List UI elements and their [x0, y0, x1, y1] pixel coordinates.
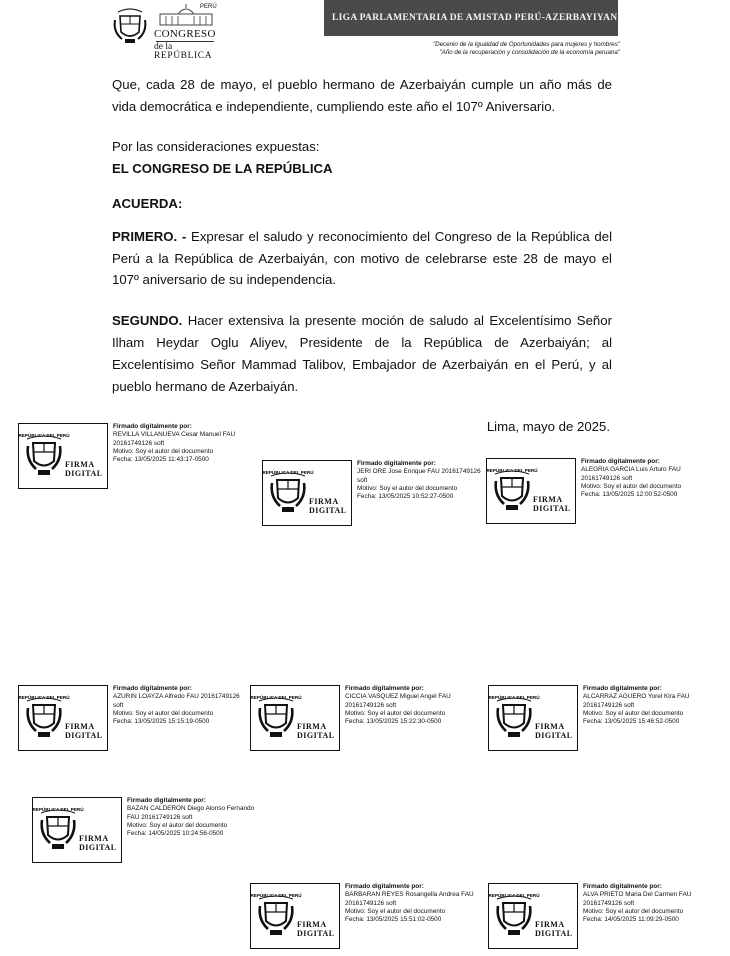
signer-name: BARBARAN REYES Rosangella Andrea FAU 20161749126 soft: [345, 891, 474, 907]
signature-motive: Motivo: Soy el autor del documento: [113, 447, 214, 455]
acuerda-heading: ACUERDA:: [112, 196, 183, 211]
coat-of-arms-icon: [488, 890, 540, 942]
segundo-text: Hacer extensiva la presente moción de saludo al Excelentísimo Señor Ilham Heydar Oglu Aliyev, Presidente de la República de Azerbaiyán; al Excelentísimo Señor Mammad Talibov, Embajador de Azerbaiyán en el Perú, y al pueblo hermano de Azerbaiyán.: [112, 313, 612, 394]
signer-name: CICCIA VASQUEZ Miguel Angel FAU 20161749126 soft: [345, 693, 451, 709]
signature-date: Fecha: 13/05/2025 15:15:19-0500: [113, 718, 210, 726]
primero-text: Expresar el saludo y reconocimiento del Congreso de la República del Perú a la República de Azerbaiyán, con motivo de celebrarse este 28 de mayo el 107º aniversario de su independencia.: [112, 229, 612, 287]
coat-of-arms-icon: [18, 430, 70, 482]
segundo-label: SEGUNDO.: [112, 313, 183, 328]
signature-info: [113, 423, 243, 464]
signature-motive: Motivo: Soy el autor del documento: [113, 709, 214, 717]
signature-date: Fecha: 13/05/2025 10:52:27-0500: [357, 493, 454, 501]
firma-word: FIRMA: [297, 722, 327, 731]
signature-date: Fecha: 13/05/2025 15:22:30-0500: [345, 718, 442, 726]
signature-title: Firmado digitalmente por:: [345, 883, 424, 890]
signature-info: [113, 685, 243, 726]
firma-digital-label: [79, 834, 117, 852]
signature-info: [127, 797, 257, 838]
firma-word: FIRMA: [79, 834, 109, 843]
intro-paragraph: Que, cada 28 de mayo, el pueblo hermano de Azerbaiyán cumple un año más de vida democrática e independiente, cumpliendo este año el 107º Aniversario.: [112, 77, 612, 114]
segundo-paragraph: [112, 310, 612, 398]
digital-word: DIGITAL: [297, 731, 335, 740]
signature-stamp-frame: [262, 460, 352, 526]
firma-digital-label: [297, 920, 335, 938]
firma-word: FIRMA: [533, 495, 563, 504]
signer-name: AZURIN LOAYZA Alfredo FAU 20161749126 soft: [113, 693, 240, 709]
considerations-line: Por las consideraciones expuestas:: [112, 139, 320, 154]
firma-digital-label: [65, 460, 103, 478]
congreso-logo: [152, 4, 222, 61]
signature-stamp-frame: [488, 685, 578, 751]
firma-word: FIRMA: [535, 920, 565, 929]
digital-word: DIGITAL: [535, 929, 573, 938]
digital-word: DIGITAL: [65, 731, 103, 740]
congreso-name: CONGRESO: [154, 28, 216, 40]
signature-title: Firmado digitalmente por:: [357, 460, 436, 467]
league-banner: LIGA PARLAMENTARIA DE AMISTAD PERÚ-AZERBAYIYAN: [324, 0, 618, 36]
signer-name: JERI ORE Jose Enrique FAU 20161749126 soft: [357, 468, 481, 484]
signature-motive: Motivo: Soy el autor del documento: [583, 709, 684, 717]
decade-motto: "Decenio de la Igualdad de Oportunidades para mujeres y hombres": [432, 41, 620, 48]
signature-date: Fecha: 14/05/2025 10:24:56-0500: [127, 830, 224, 838]
firma-word: FIRMA: [65, 460, 95, 469]
signer-name: ALEGRIA GARCIA Luis Arturo FAU 20161749126 soft: [581, 466, 681, 482]
coat-of-arms-icon: [250, 692, 302, 744]
signer-name: ALVA PRIETO Maria Del Carmen FAU 20161749126 soft: [583, 891, 692, 907]
firma-digital-label: [309, 497, 347, 515]
signature-info: [583, 883, 713, 924]
signer-name: ALCARRAZ AGUERO Yorel Kira FAU 20161749126 soft: [583, 693, 690, 709]
signature-date: Fecha: 13/05/2025 12:00:52-0500: [581, 491, 678, 499]
signature-title: Firmado digitalmente por:: [127, 797, 206, 804]
svg-text:REPÚBLICA DEL PERÚ: REPÚBLICA DEL PERÚ: [18, 433, 70, 438]
digital-word: DIGITAL: [309, 506, 347, 515]
coat-of-arms-icon: [486, 465, 538, 517]
congreso-republica: REPÚBLICA: [154, 51, 213, 61]
congress-heading: EL CONGRESO DE LA REPÚBLICA: [112, 161, 333, 176]
signature-motive: Motivo: Soy el autor del documento: [345, 709, 446, 717]
signature-motive: Motivo: Soy el autor del documento: [583, 907, 684, 915]
signature-info: [583, 685, 713, 726]
digital-word: DIGITAL: [535, 731, 573, 740]
svg-text:REPÚBLICA DEL PERÚ: REPÚBLICA DEL PERÚ: [250, 893, 302, 898]
signature-date: Fecha: 14/05/2025 11:09:29-0500: [583, 916, 679, 924]
signature-motive: Motivo: Soy el autor del documento: [357, 484, 458, 492]
signature-title: Firmado digitalmente por:: [581, 458, 660, 465]
signature-motive: Motivo: Soy el autor del documento: [127, 821, 228, 829]
congreso-de-la: de la: [154, 42, 173, 52]
svg-text:REPÚBLICA DEL PERÚ: REPÚBLICA DEL PERÚ: [250, 695, 302, 700]
signer-name: BAZAN CALDERON Diego Alonso Fernando FAU 20161749126 soft: [127, 805, 255, 821]
document-header: [0, 0, 730, 62]
signature-title: Firmado digitalmente por:: [583, 883, 662, 890]
digital-word: DIGITAL: [533, 504, 571, 513]
signature-stamp-frame: [250, 883, 340, 949]
signature-date: Fecha: 13/05/2025 15:51:02-0500: [345, 916, 442, 924]
signature-info: [345, 883, 475, 924]
peru-label: PERÚ: [200, 4, 217, 10]
signature-date: Fecha: 13/05/2025 15:46:52-0500: [583, 718, 680, 726]
primero-label: PRIMERO. -: [112, 229, 187, 244]
firma-digital-label: [535, 722, 573, 740]
svg-text:REPÚBLICA DEL PERÚ: REPÚBLICA DEL PERÚ: [262, 470, 314, 475]
signature-title: Firmado digitalmente por:: [113, 423, 192, 430]
signature-motive: Motivo: Soy el autor del documento: [345, 907, 446, 915]
firma-digital-label: [65, 722, 103, 740]
signature-title: Firmado digitalmente por:: [113, 685, 192, 692]
coat-of-arms-icon: [18, 692, 70, 744]
coat-of-arms-icon: [32, 804, 84, 856]
signature-title: Firmado digitalmente por:: [583, 685, 662, 692]
signature-stamp-frame: [250, 685, 340, 751]
signature-motive: Motivo: Soy el autor del documento: [581, 482, 682, 490]
firma-word: FIRMA: [297, 920, 327, 929]
coat-of-arms-icon: [262, 467, 314, 519]
place-date: Lima, mayo de 2025.: [486, 419, 610, 434]
signature-stamp-frame: [486, 458, 576, 524]
coat-of-arms-icon: [250, 890, 302, 942]
firma-word: FIRMA: [65, 722, 95, 731]
coat-of-arms-icon: [488, 692, 540, 744]
peru-coat-of-arms-icon: [112, 6, 148, 46]
signature-stamp-frame: [32, 797, 122, 863]
firma-digital-label: [533, 495, 571, 513]
svg-text:REPÚBLICA DEL PERÚ: REPÚBLICA DEL PERÚ: [486, 468, 538, 473]
firma-word: FIRMA: [309, 497, 339, 506]
firma-digital-label: [297, 722, 335, 740]
signature-title: Firmado digitalmente por:: [345, 685, 424, 692]
digital-word: DIGITAL: [65, 469, 103, 478]
signer-name: REVILLA VILLANUEVA Cesar Manuel FAU 20161749126 soft: [113, 431, 236, 447]
primero-paragraph: [112, 226, 612, 291]
firma-word: FIRMA: [535, 722, 565, 731]
signature-date: Fecha: 13/05/2025 11:43:17-0500: [113, 456, 209, 464]
signature-stamp-frame: [18, 423, 108, 489]
signature-info: [345, 685, 475, 726]
digital-word: DIGITAL: [79, 843, 117, 852]
signature-stamp-frame: [488, 883, 578, 949]
signature-info: [581, 458, 711, 499]
svg-text:REPÚBLICA DEL PERÚ: REPÚBLICA DEL PERÚ: [488, 893, 540, 898]
signature-stamp-frame: [18, 685, 108, 751]
svg-text:REPÚBLICA DEL PERÚ: REPÚBLICA DEL PERÚ: [32, 807, 84, 812]
svg-text:REPÚBLICA DEL PERÚ: REPÚBLICA DEL PERÚ: [488, 695, 540, 700]
year-motto: "Año de la recuperación y consolidación de la economía peruana": [439, 49, 620, 56]
firma-digital-label: [535, 920, 573, 938]
signature-info: [357, 460, 487, 501]
digital-word: DIGITAL: [297, 929, 335, 938]
svg-text:REPÚBLICA DEL PERÚ: REPÚBLICA DEL PERÚ: [18, 695, 70, 700]
